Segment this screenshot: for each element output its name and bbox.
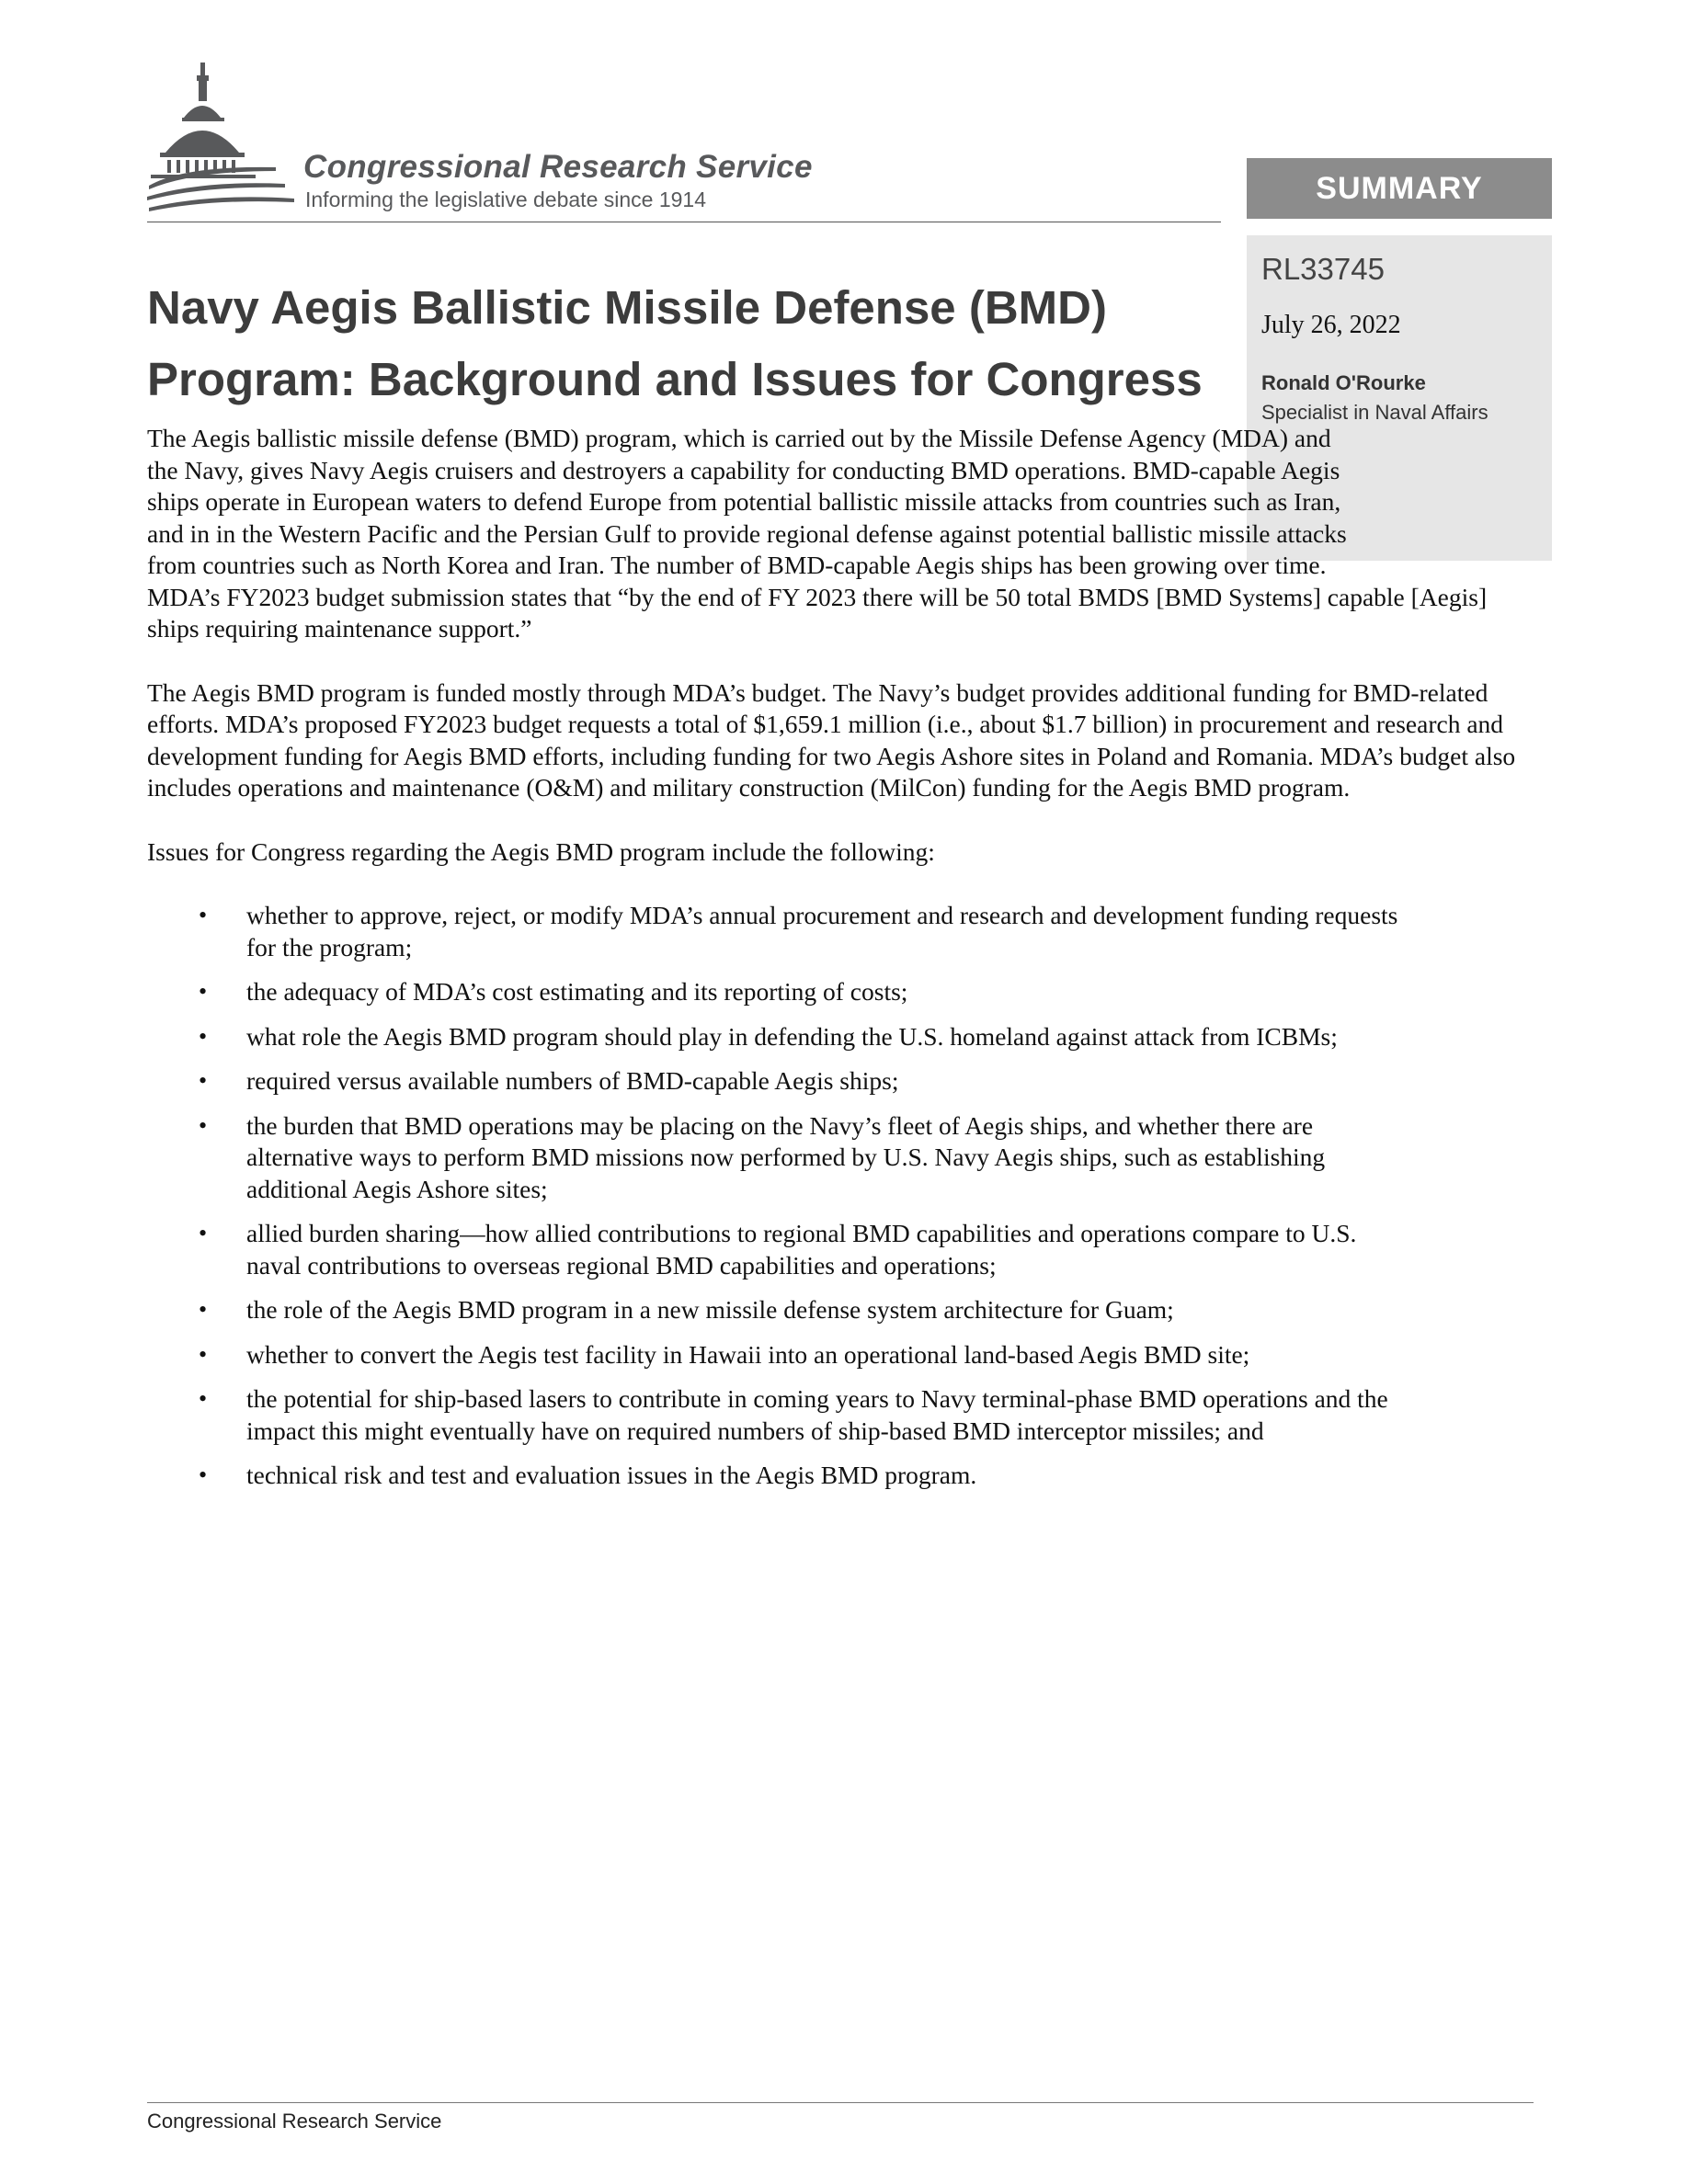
footer-divider (147, 2102, 1534, 2103)
list-item: • the adequacy of MDA’s cost estimating and its reporting of costs; (246, 976, 1462, 1008)
sidebar-wrap-spacer (1355, 423, 1526, 561)
crs-logo (147, 57, 846, 221)
issues-list (147, 900, 1462, 1492)
list-item: • technical risk and test and evaluation issues in the Aegis BMD program. (246, 1460, 1462, 1492)
report-number: RL33745 (1261, 252, 1385, 286)
organization-name: Congressional Research Service (303, 149, 813, 185)
summary-tab: SUMMARY (1247, 158, 1552, 219)
author-name: Ronald O'Rourke (1261, 371, 1426, 394)
list-item: • required versus available numbers of BMD-capable Aegis ships; (246, 1065, 1462, 1098)
list-item: • what role the Aegis BMD program should play in defending the U.S. homeland against attack from ICBMs; (246, 1021, 1462, 1053)
paragraph-intro: The Aegis ballistic missile defense (BMD) program, which is carried out by the Missile Defense Agency (MDA) and the Navy, gives Navy Aegis cruisers and destroyers a capability for conducting BMD operations. BMD-capable Aegis ships operate in European waters to defend Europe from potential ballistic missile attacks from countries such as Iran, and in in the Western Pacific and the Persian Gulf to provide regional defense against potential ballistic missile attacks from countries such as North Korea and Iran. The number of BMD-capable Aegis ships has been growing over time. MDA’s FY2023 budget submission states that “by the end of FY 2023 there will be 50 total BMDS [BMD Systems] capable [Aegis] ships requiring maintenance support.” (147, 424, 1488, 643)
list-item: • allied burden sharing—how allied contributions to regional BMD capabilities and operations compare to U.S. naval contributions to overseas regional BMD capabilities and operations; (246, 1218, 1462, 1281)
list-item: • whether to approve, reject, or modify MDA’s annual procurement and research and development funding requests for the program; (246, 900, 1462, 963)
list-item: • the role of the Aegis BMD program in a new missile defense system architecture for Guam; (246, 1294, 1462, 1326)
document-title: Navy Aegis Ballistic Missile Defense (BMD) Program: Background and Issues for Congress (147, 281, 1203, 405)
list-item: • whether to convert the Aegis test facility in Hawaii into an operational land-based Aegis BMD site; (246, 1339, 1462, 1371)
paragraph-issues-lead: Issues for Congress regarding the Aegis BMD program include the following: (147, 836, 935, 866)
report-date: July 26, 2022 (1261, 311, 1401, 339)
capitol-dome-icon (147, 57, 303, 221)
paragraph-funding: The Aegis BMD program is funded mostly through MDA’s budget. The Navy’s budget provides additional funding for BMD-related efforts. MDA’s proposed FY2023 budget requests a total of $1,659.1 million (i.e., about $1.7 billion) in procurement and research and development funding for Aegis BMD efforts, including funding for two Aegis Ashore sites in Poland and Romania. MDA’s budget also includes operations and maintenance (O&M) and military construction (MilCon) funding for the Aegis BMD program. (147, 677, 1516, 802)
summary-body (147, 423, 1526, 1505)
organization-tagline: Informing the legislative debate since 1914 (305, 188, 707, 211)
author-title: Specialist in Naval Affairs (1261, 401, 1488, 424)
list-item: • the burden that BMD operations may be placing on the Navy’s fleet of Aegis ships, and whether there are alternative ways to perform BMD missions now performed by U.S. Navy Aegis ships, such as establishing additional Aegis Ashore sites; (246, 1110, 1462, 1206)
list-item: • the potential for ship-based lasers to contribute in coming years to Navy terminal-phase BMD operations and the impact this might eventually have on required numbers of ship-based BMD interceptor missiles; and (246, 1383, 1462, 1447)
footer-text: Congressional Research Service (147, 2110, 442, 2133)
